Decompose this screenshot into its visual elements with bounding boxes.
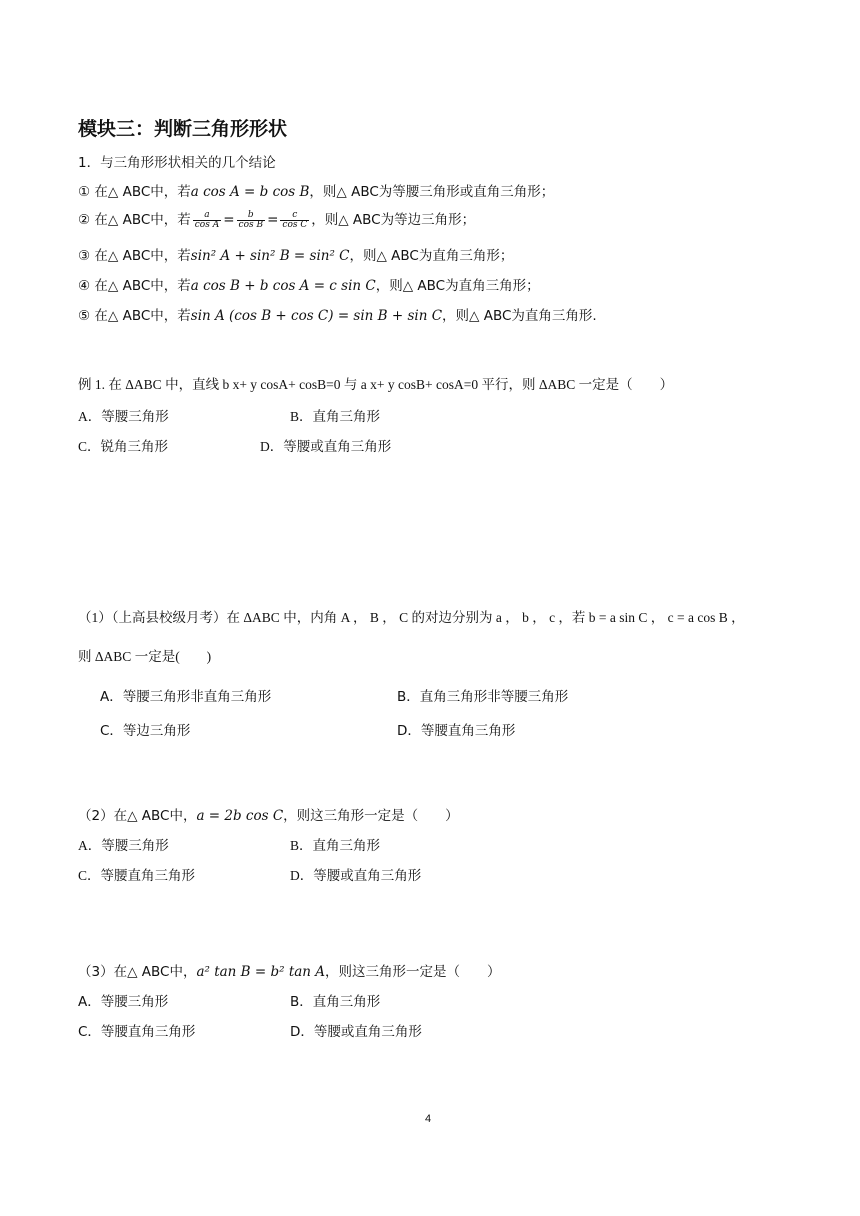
question-1-stem: （1）（上高县校级月考）在 ΔABC 中，内角 A ， B ， C 的对边分别为 a ， b ， c ，若 b = a sin C ， c = a cos B ，	[78, 610, 745, 625]
example-1-option-c: C．锐角三角形	[78, 439, 169, 454]
question-1-option-b: B．直角三角形非等腰三角形	[397, 689, 569, 705]
conclusion-marker: ④	[78, 278, 91, 294]
question-3-option-d: D．等腰或直角三角形	[290, 1024, 422, 1040]
section-title: 模块三：判断三角形形状	[78, 118, 288, 140]
conclusion-marker: ①	[78, 184, 91, 200]
fraction: $\frac{a}{\text{cos A}}$	[194, 209, 220, 230]
question-2-option-c: C．等腰直角三角形	[78, 868, 196, 883]
fraction: $\frac{c}{\text{cos C}}$	[282, 209, 308, 230]
question-3-option-b: B．直角三角形	[290, 994, 381, 1010]
conclusion-3: ③ 在△ ABC中，若sin² A + sin² B = sin² C，则△ ABC为直角三角形；	[78, 248, 514, 264]
conclusion-2: ② 在△ ABC中，若 $\frac{a}{\text{cos A}}$ = $\frac{b}{\text{cos B}}$ = $\frac{c}{\text{cos C}}$ ，则△ ABC为等边三角形；	[78, 209, 476, 230]
question-2-option-b: B．直角三角形	[290, 838, 381, 853]
question-2-option-d: D．等腰或直角三角形	[290, 868, 422, 883]
question-1-option-d: D．等腰直角三角形	[397, 723, 516, 739]
example-1-option-b: B．直角三角形	[290, 409, 381, 424]
question-2-option-a: A．等腰三角形	[78, 838, 169, 853]
example-1-option-a: A．等腰三角形	[78, 409, 169, 424]
example-1-option-d: D．等腰或直角三角形	[260, 439, 392, 454]
conclusion-5: ⑤ 在△ ABC中，若sin A (cos B + cos C) = sin B + sin C，则△ ABC为直角三角形.	[78, 308, 597, 324]
conclusion-marker: ②	[78, 212, 91, 228]
question-3-option-c: C．等腰直角三角形	[78, 1024, 196, 1040]
example-1-stem: 例 1. 在 ΔABC 中，直线 b x+ y cosA+ cosB=0 与 a x+ y cosB+ cosA=0 平行，则 ΔABC 一定是（ ）	[78, 377, 674, 392]
question-3-option-a: A．等腰三角形	[78, 994, 169, 1010]
question-1-option-c: C．等边三角形	[100, 723, 191, 739]
question-1-option-a: A．等腰三角形非直角三角形	[100, 689, 272, 705]
conclusion-4: ④ 在△ ABC中，若a cos B + b cos A = c sin C，则△ ABC为直角三角形；	[78, 278, 540, 294]
conclusion-marker: ⑤	[78, 308, 91, 324]
conclusion-marker: ③	[78, 248, 91, 264]
conclusion-1: ① 在△ ABC中，若a cos A = b cos B，则△ ABC为等腰三角形或直角三角形；	[78, 184, 555, 200]
question-1-stem-cont: 则 ΔABC 一定是( )	[78, 649, 212, 664]
fraction: $\frac{b}{\text{cos B}}$	[238, 209, 264, 230]
page-number: 4	[425, 1113, 432, 1125]
intro-heading: 1．与三角形形状相关的几个结论	[78, 155, 276, 171]
question-3-stem: （3）在△ ABC中，a² tan B = b² tan A，则这三角形一定是（ ）	[78, 964, 501, 980]
question-2-stem: （2）在△ ABC中，a = 2b cos C，则这三角形一定是（ ）	[78, 808, 459, 824]
